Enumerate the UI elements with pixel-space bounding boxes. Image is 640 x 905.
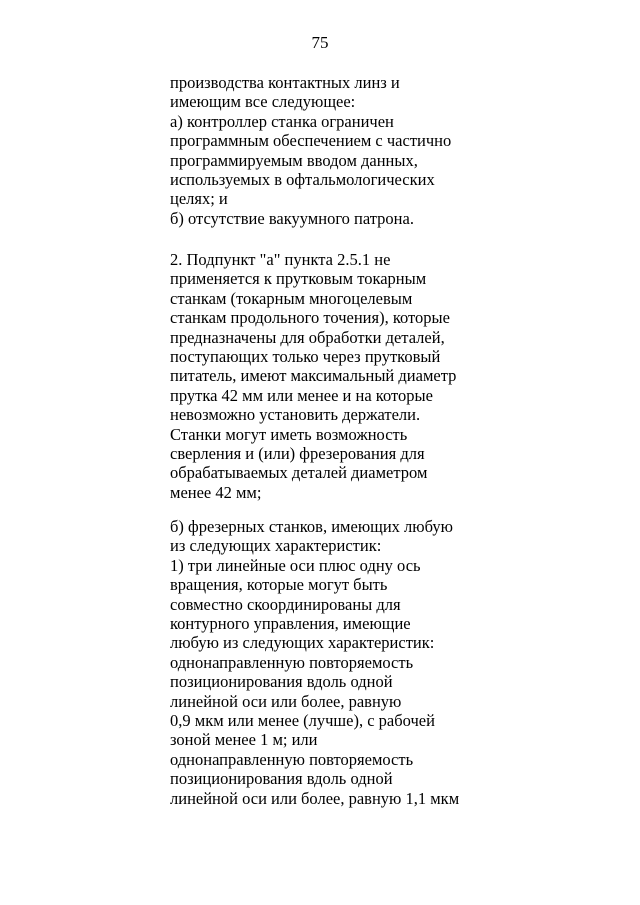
text-line: из следующих характеристик: xyxy=(170,536,382,556)
text-line: 2. Подпункт "а" пункта 2.5.1 не xyxy=(170,250,391,269)
text-line: вращения, которые могут быть xyxy=(170,575,388,595)
text-line: 1) три линейные оси плюс одну ось xyxy=(170,555,421,575)
paragraph-lens-controller xyxy=(170,73,451,228)
text-line: программируемым вводом данных, xyxy=(170,150,418,170)
text-line: питатель, имеют максимальный диаметр xyxy=(170,366,457,386)
text-line: любую из следующих характеристик: xyxy=(170,633,435,653)
page-number: 75 xyxy=(311,33,329,52)
text-line: а) контроллер станка ограничен xyxy=(170,111,394,131)
text-line: позиционирования вдоль одной xyxy=(170,769,393,789)
text-line: используемых в офтальмологических xyxy=(170,170,435,190)
text-line: программным обеспечением с частично xyxy=(170,131,452,151)
text-line: однонаправленную повторяемость xyxy=(170,749,414,769)
text-line: прутка 42 мм или менее и на которые xyxy=(170,385,433,405)
text-line: менее 42 мм; xyxy=(170,482,262,502)
text-line: линейной оси или более, равную xyxy=(170,691,402,711)
paragraph-bar-lathes xyxy=(170,250,456,502)
text-line: 0,9 мкм или менее (лучше), с рабочей xyxy=(170,711,435,731)
text-line: совместно скоординированы для xyxy=(170,594,401,614)
text-line: производства контактных линз и xyxy=(170,73,400,92)
text-line: обрабатываемых деталей диаметром xyxy=(170,463,428,483)
text-line: Станки могут иметь возможность xyxy=(170,424,408,444)
text-line: станкам (токарным многоцелевым xyxy=(170,288,413,308)
text-line: линейной оси или более, равную 1,1 мкм xyxy=(170,788,460,808)
text-line: б) отсутствие вакуумного патрона. xyxy=(170,208,414,228)
text-line: предназначены для обработки деталей, xyxy=(170,327,445,347)
text-line: зоной менее 1 м; или xyxy=(170,730,318,750)
text-line: позиционирования вдоль одной xyxy=(170,672,393,692)
text-line: однонаправленную повторяемость xyxy=(170,652,414,672)
text-line: станкам продольного точения), которые xyxy=(170,308,450,328)
text-line: сверления и (или) фрезерования для xyxy=(170,444,425,464)
text-line: невозможно установить держатели. xyxy=(170,405,421,425)
text-line: б) фрезерных станков, имеющих любую xyxy=(170,517,453,536)
paragraph-milling-machines xyxy=(170,517,459,808)
text-line: целях; и xyxy=(170,189,228,209)
text-line: применяется к прутковым токарным xyxy=(170,269,427,289)
text-line: контурного управления, имеющие xyxy=(170,614,411,634)
text-line: имеющим все следующее: xyxy=(170,92,356,112)
text-line: поступающих только через прутковый xyxy=(170,347,441,367)
